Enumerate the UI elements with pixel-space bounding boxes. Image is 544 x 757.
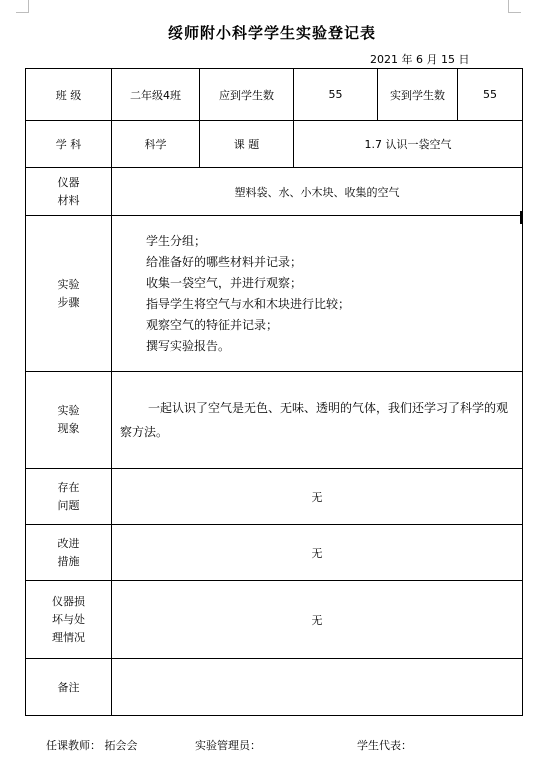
steps-label [26,216,112,372]
footer-lab-manager: 实验管理员： [195,739,261,752]
expected-students-value[interactable]: 55 [294,69,378,121]
expected-students-label: 应到学生数 [200,69,294,121]
phenomenon-label-line2: 现象 [57,422,80,435]
step-item: 收集一袋空气，并进行观察； [146,275,303,290]
materials-label-line1: 仪器 [57,175,80,189]
damage-label-line3: 理情况 [52,630,85,644]
step-item: 给准备好的哪些材料并记录； [146,254,303,269]
remarks-value[interactable] [112,659,523,716]
step-item: 撰写实验报告。 [146,338,231,353]
improvement-label-line1: 改进 [57,536,80,550]
text-cursor [520,211,522,224]
problems-label-line2: 问题 [57,498,80,512]
topic-label: 课 题 [200,121,294,168]
problems-label-line1: 存在 [57,480,80,494]
footer-student-rep: 学生代表： [357,739,412,752]
record-date: 2021 年 6 月 15 日 [370,53,470,66]
steps-content[interactable] [112,216,523,372]
improvement-label [26,525,112,581]
remarks-label: 备注 [26,659,112,716]
materials-row [26,168,523,216]
materials-label [26,168,112,216]
footer-teacher: 任课教师： 拓会会 [46,739,138,752]
phenomenon-row [26,372,523,469]
improvement-label-line2: 措施 [57,554,80,568]
materials-value[interactable]: 塑料袋、水、小木块、收集的空气 [112,168,523,216]
materials-label-line2: 材料 [57,193,80,207]
page-corner-mark-left [16,0,29,13]
steps-label-line1: 实验 [57,277,80,291]
problems-label [26,469,112,525]
topic-value[interactable]: 1.7 认识一袋空气 [294,121,523,168]
class-label: 班 级 [26,69,112,121]
steps-label-line2: 步骤 [57,295,80,309]
document-title: 绥师附小科学学生实验登记表 [167,24,376,42]
damage-label-line1: 仪器损 [52,594,85,608]
damage-value[interactable]: 无 [112,581,523,659]
class-value[interactable]: 二年级4班 [112,69,200,121]
phenomenon-label [26,372,112,469]
improvement-value[interactable]: 无 [112,525,523,581]
actual-students-label: 实到学生数 [378,69,458,121]
class-row [26,69,523,121]
steps-row [26,216,523,372]
step-item: 指导学生将空气与水和木块进行比较； [146,296,351,311]
step-item: 学生分组； [146,233,207,248]
subject-value[interactable]: 科学 [112,121,200,168]
step-item: 观察空气的特征并记录； [146,317,279,332]
problems-value[interactable]: 无 [112,469,523,525]
registration-table [25,68,523,716]
subject-row [26,121,523,168]
damage-row [26,581,523,659]
page-corner-mark-right [508,0,521,13]
damage-label [26,581,112,659]
phenomenon-label-line1: 实验 [57,404,80,417]
remarks-row [26,659,523,716]
improvement-row [26,525,523,581]
damage-label-line2: 坏与处 [52,612,85,626]
problems-row [26,469,523,525]
actual-students-value[interactable]: 55 [458,69,523,121]
subject-label: 学 科 [26,121,112,168]
phenomenon-text[interactable]: 一起认识了空气是无色、无味、透明的气体，我们还学习了科学的观察方法。 [112,372,523,469]
